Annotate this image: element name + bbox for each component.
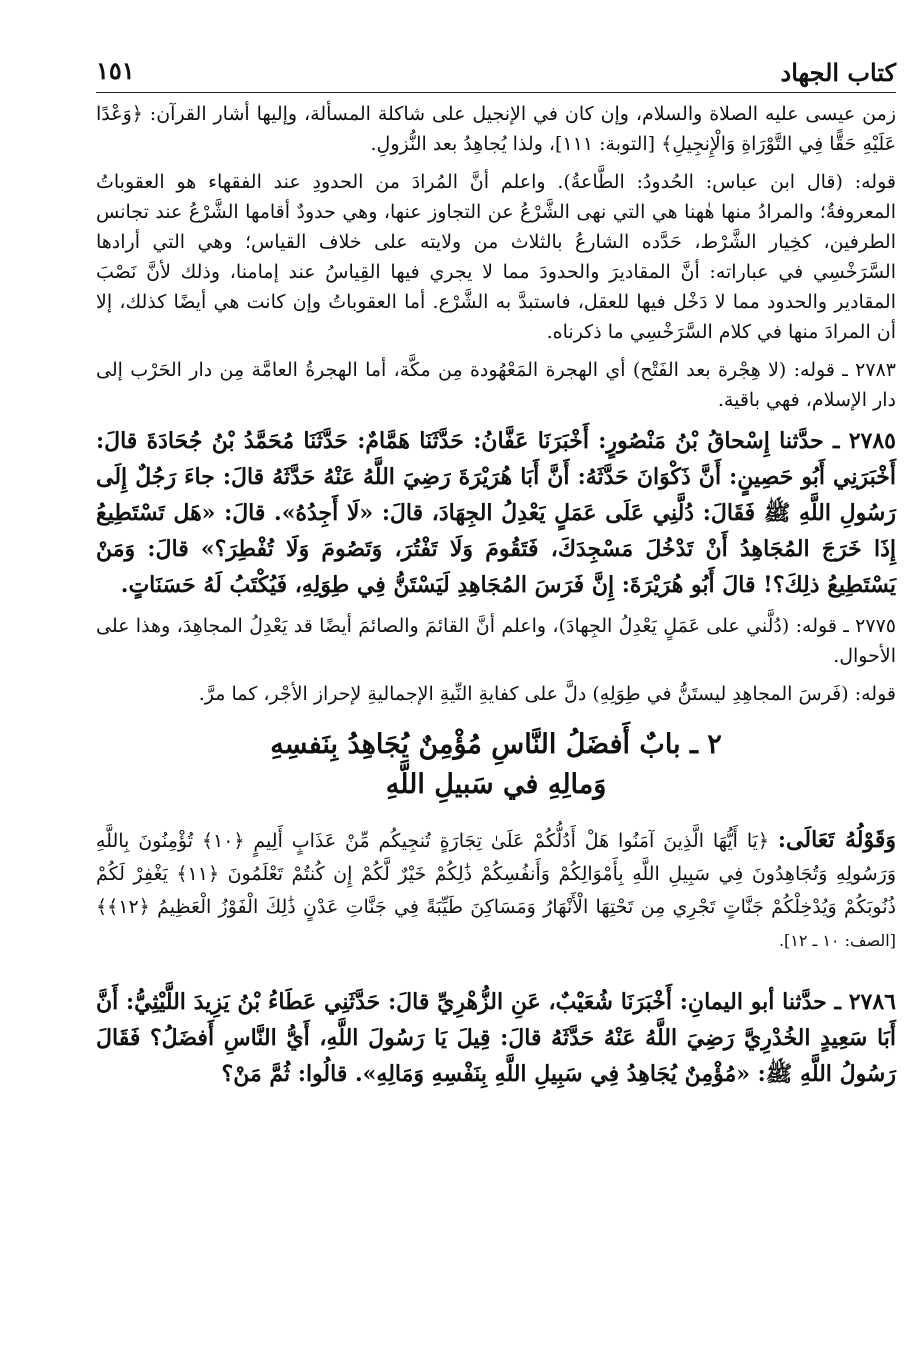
verse-text: ﴿يَا أَيُّهَا الَّذِينَ آمَنُوا هَلْ أَدُلُّكُمْ عَلَىٰ تِجَارَةٍ تُنجِيكُم مِّنْ عَذَابٍ أَلِيمٍ ﴿١٠﴾ تُؤْمِنُونَ بِاللَّهِ وَرَسُولِهِ وَتُجَاهِدُونَ فِي سَبِيلِ اللَّهِ بِأَمْوَالِكُمْ وَأَنفُسِكُمْ ذَٰلِكُمْ خَيْرٌ لَّكُمْ إِن كُنتُمْ تَعْلَمُونَ ﴿١١﴾ يَغْفِرْ لَكُمْ ذُنُوبَكُمْ وَيُدْخِلْكُمْ جَنَّاتٍ تَجْرِي مِن تَحْتِهَا الْأَنْهَارُ وَمَسَاكِنَ طَيِّبَةً فِي جَنَّاتِ عَدْنٍ ذَٰلِكَ الْفَوْزُ الْعَظِيمُ ﴿١٢﴾﴾ — [96, 830, 896, 918]
chapter-title-line-1: ٢ ـ بابٌ أَفضَلُ النَّاسِ مُؤْمِنٌ يُجَاهِدُ بِنَفسِهِ — [270, 729, 722, 760]
page-number: ١٥١ — [96, 56, 135, 85]
chapter-title-line-2: وَمالِهِ في سَبيلِ اللَّهِ — [385, 769, 607, 800]
paragraph-commentary-3: ٢٧٨٣ ـ قوله: (لا هِجْرة بعد الفَتْح) أي الهجرة المَعْهُودة مِن مكَّة، أما الهجرةُ العامَّة مِن دار الحَرْب إلى دار الإسلام، فهي باقية. — [96, 359, 896, 411]
paragraph-commentary-1: زمن عيسى عليه الصلاة والسلام، وإن كان في الإنجيل على شاكلة المسألة، وإليها أشار القرآن: ﴿وَعْدًا عَلَيْهِ حَقًّا فِي التَّوْرَاةِ وَالْإِنجِيلِ﴾ [التوبة: ١١١]، ولذا يُجاهِدُ بعد النُّزولِ. — [96, 103, 896, 155]
paragraph-commentary-5: قوله: (فَرسَ المجاهِدِ ليستَنُّ في طِوَلِهِ) دلَّ على كفايةِ النِّيةِ الإجماليةِ لإحراز الأجْر، كما مرَّ. — [198, 683, 896, 705]
quran-verse — [96, 824, 896, 957]
hadith-2785: ٢٧٨٥ ـ حدَّثنا إِسْحاقُ بْنُ مَنْصُورٍ: أَخْبَرَنَا عَفَّانُ: حَدَّثَنَا هَمَّامٌ: حَدَّثَنَا مُحَمَّدُ بْنُ جُحَادَةَ قالَ: أَخْبَرَنِي أَبُو حَصِينٍ: أَنَّ ذَكْوَانَ حَدَّثَهُ: أَنَّ أَبَا هُرَيْرَةَ رَضِيَ اللَّهُ عَنْهُ حَدَّثَهُ قالَ: جاءَ رَجُلٌ إِلَى رَسُولِ اللَّهِ ﷺ فَقَالَ: دُلَّنِي عَلَى عَمَلٍ يَعْدِلُ الجِهَادَ، قالَ: «لَا أَجِدُهُ». قالَ: «هَل تَسْتَطِيعُ إِذَا خَرَجَ المُجَاهِدُ أَنْ تَدْخُلَ مَسْجِدَكَ، فَتَقُومَ وَلَا تَفْتُرَ، وَتَصُومَ وَلَا تُفْطِرَ؟» قالَ: وَمَنْ يَسْتَطِيعُ ذلِكَ؟! قالَ أَبُو هُرَيْرَةَ: إِنَّ فَرَسَ المُجَاهِدِ لَيَسْتَنُّ فِي طِوَلِهِ، فَيُكْتَبُ لَهُ حَسَنَاتٍ. — [96, 428, 896, 598]
page-header — [96, 56, 896, 93]
verse-citation: [الصف: ١٠ ـ ١٢]. — [778, 931, 896, 950]
paragraph-commentary-4: ٢٧٧٥ ـ قوله: (دُلَّني على عَمَلٍ يَعْدِلُ الجِهادَ)، واعلم أنَّ القائمَ والصائمَ أيضًا قد يَعْدِلُ المجاهِدَ، وهذا على الأحوال. — [96, 615, 896, 667]
paragraph-commentary-2: قوله: (قال ابن عباس: الحُدودُ: الطَّاعةُ). واعلم أنَّ المُرادَ من الحدودِ عند الفقهاء هو العقوباتُ المعروفةُ؛ والمرادُ منها هٰهنا هي التي نهى الشَّرْعُ عن التجاوز عنها، وهي حدودٌ أقامها الشَّرْعُ عند تجانس الطرفين، كخِيار الشَّرْط، حَدَّده الشارعُ بالثلاث من ولايته على خلاف القياس؛ وهي التي أرادها السَّرَخْسِي في عباراته: أنَّ المقاديرَ والحدودَ مما لا يجري فيها القِياسُ عند إمامنا، وذلك لأنَّ نَصْبَ المقادير والحدود مما لا دَخْل فيها للعقل، فاستبدَّ به الشَّرْع. أما العقوباتُ وإن كانت هي أيضًا كذلك، إلا أن المرادَ منها في كلام السَّرَخْسِي ما ذكرناه. — [96, 171, 896, 343]
document-page — [96, 56, 896, 1356]
hadith-2786: ٢٧٨٦ ـ حدَّثنا أبو اليمانِ: أَخْبَرَنَا شُعَيْبٌ، عَنِ الزُّهْرِيِّ قالَ: حَدَّثَنِي عَطَاءُ بْنُ يَزِيدَ اللَّيْثِيُّ: أَنَّ أَبَا سَعِيدٍ الخُدْرِيَّ رَضِيَ اللَّهُ عَنْهُ حَدَّثَهُ قالَ: قِيلَ يَا رَسُولَ اللَّهِ، أَيُّ النَّاسِ أَفضَلُ؟ فَقَالَ رَسُولُ اللَّهِ ﷺ: «مُؤْمِنٌ يُجَاهِدُ فِي سَبِيلِ اللَّهِ بِنَفْسِهِ وَمَالِهِ». قالُوا: ثُمَّ مَنْ؟ — [96, 989, 896, 1087]
book-title: كتاب الجهاد — [780, 58, 896, 87]
chapter-title — [96, 725, 896, 805]
verse-lead: وَقَوْلُهُ تَعَالَى: — [777, 827, 896, 853]
